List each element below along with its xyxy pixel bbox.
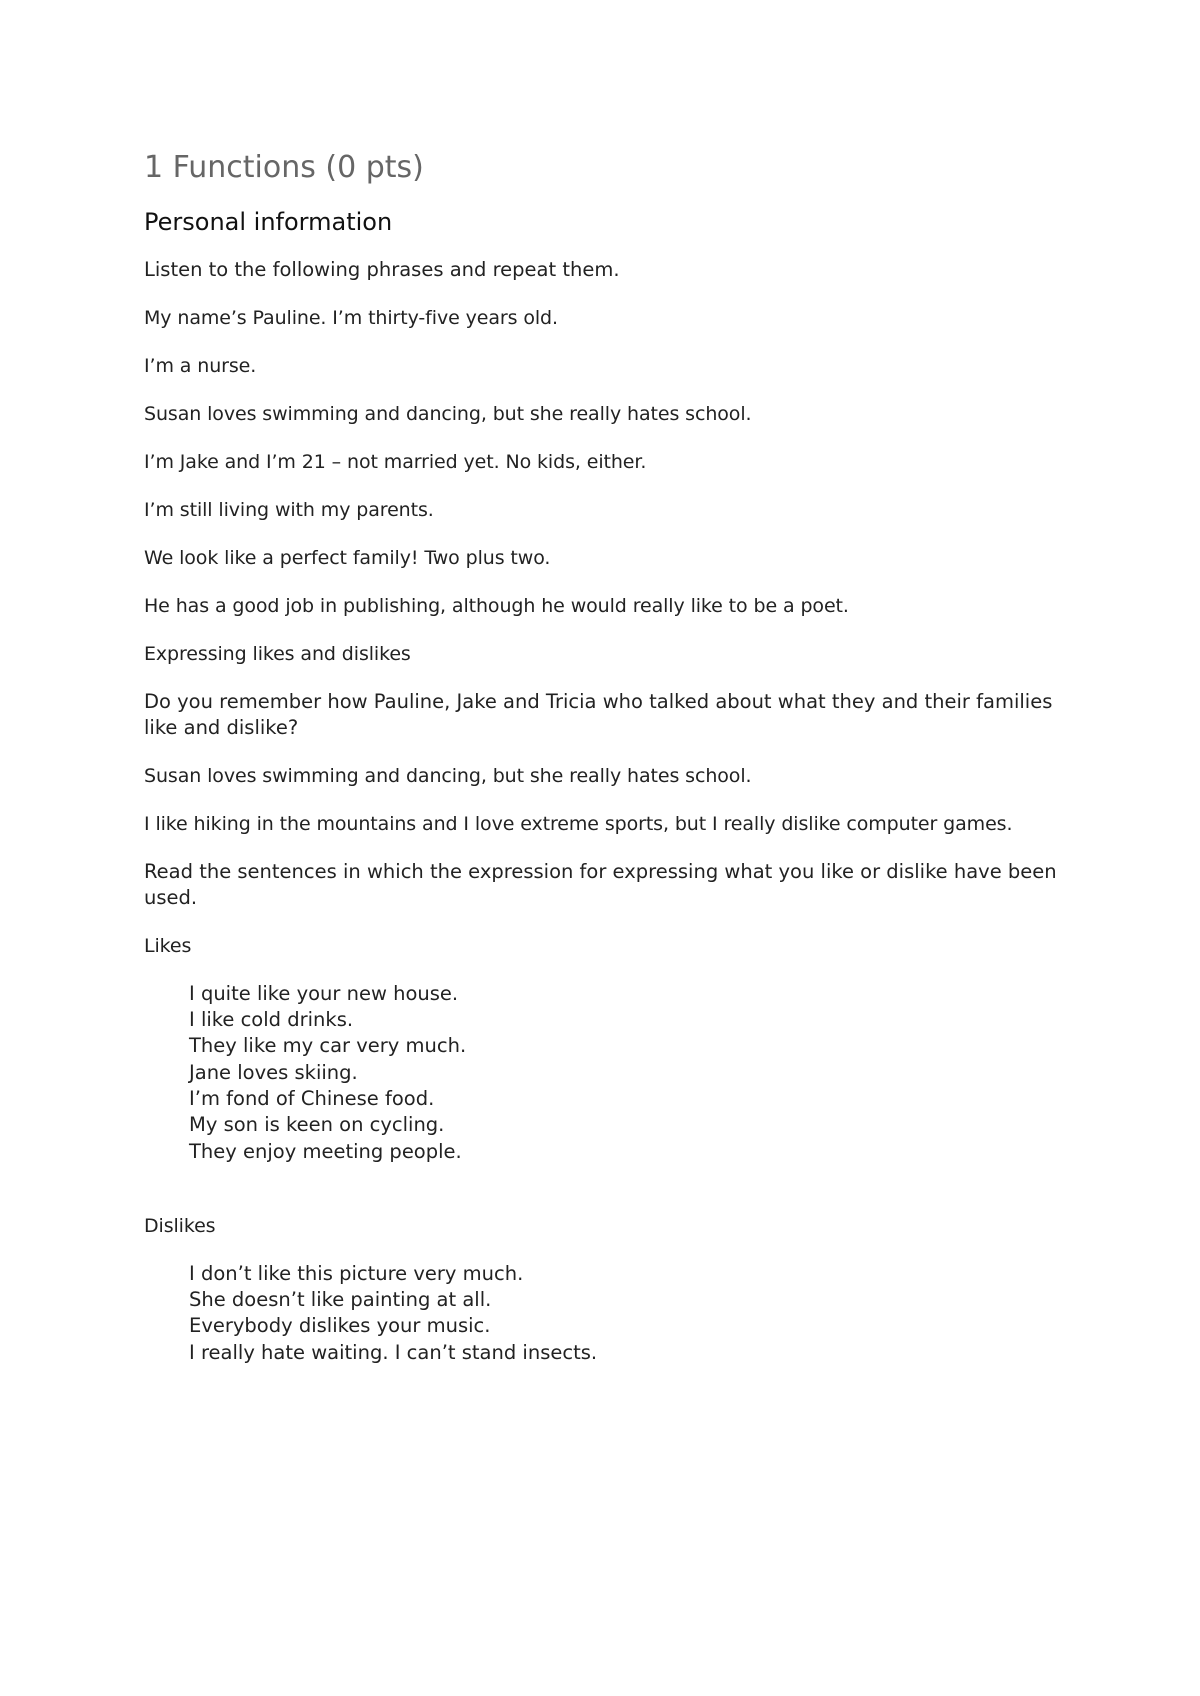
phrase: He has a good job in publishing, although he would really like to be a poet. [144,594,849,617]
list-item: Jane loves skiing. [189,1060,358,1084]
list-item: They like my car very much. [189,1034,467,1058]
section-subheading: Personal information [144,208,393,236]
section-label: Expressing likes and dislikes [144,642,411,665]
list-item: I don’t like this picture very much. [189,1261,524,1285]
document-page [144,150,1064,1388]
phrase: My name’s Pauline. I’m thirty-five years old. [144,306,558,329]
list-item: My son is keen on cycling. [189,1113,445,1137]
section-heading: 1 Functions (0 pts) [144,150,424,185]
list-item: I’m fond of Chinese food. [189,1086,435,1110]
list-item: I really hate waiting. I can’t stand insects. [189,1340,598,1364]
question-text: Do you remember how Pauline, Jake and Tricia who talked about what they and their families like and dislike? [144,689,1053,739]
list-item: I quite like your new house. [189,981,459,1005]
phrase: We look like a perfect family! Two plus two. [144,546,551,569]
instruction-text: Read the sentences in which the expression for expressing what you like or dislike have been used. [144,859,1057,909]
phrase: Susan loves swimming and dancing, but she really hates school. [144,402,752,425]
example-sentence: Susan loves swimming and dancing, but she really hates school. [144,764,752,787]
list-item: She doesn’t like painting at all. [189,1288,492,1312]
likes-label: Likes [144,934,192,957]
list-item: They enjoy meeting people. [189,1139,462,1163]
list-item: Everybody dislikes your music. [189,1314,491,1338]
phrase: I’m a nurse. [144,354,257,377]
phrase: I’m Jake and I’m 21 – not married yet. No kids, either. [144,450,647,473]
example-sentence: I like hiking in the mountains and I love extreme sports, but I really dislike computer games. [144,812,1013,835]
dislikes-list [189,1261,1064,1366]
intro-instruction: Listen to the following phrases and repeat them. [144,257,620,281]
list-item: I like cold drinks. [189,1008,354,1032]
dislikes-label: Dislikes [144,1214,216,1237]
likes-list [189,981,1064,1165]
spacer [144,1187,1064,1213]
phrase: I’m still living with my parents. [144,498,434,521]
